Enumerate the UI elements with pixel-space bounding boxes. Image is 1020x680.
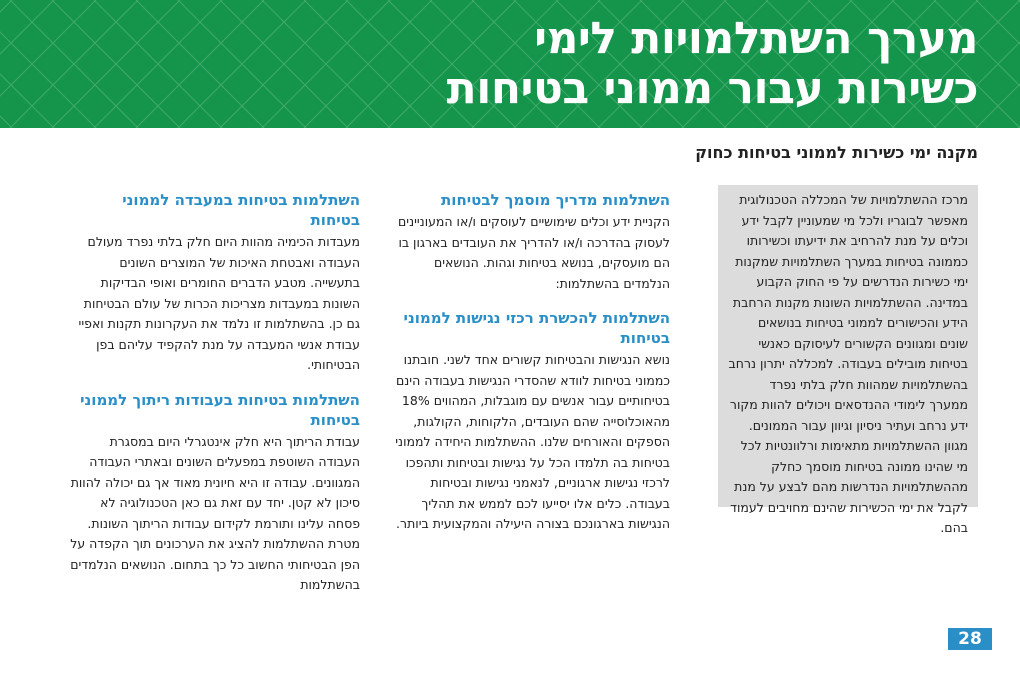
- section-title: השתלמות מדריך מוסמך לבטיחות: [441, 191, 670, 209]
- section-body: מעבדות הכימיה מהוות היום חלק בלתי נפרד מעולם העבודה ואבטחת האיכות של המוצרים השונים בתעשייה. מטבע הדברים החומרים ואופי הבדיקות השונות במעבדות מצריכות הכרות של עולם הבטיחות גם כן. בהשתלמות זו נלמד את העקרונות תקנות ואפיי עבודת אנשי המעבדה על מנת להקפיד עליהם בפן הבטיחותי.: [78, 234, 360, 372]
- page-title-line-2: כשירות עבור ממוני בטיחות: [446, 63, 978, 114]
- section-body: נושא הנגישות והבטיחות קשורים אחד לשני. חובתנו כממוני בטיחות לוודא שהסדרי הנגישות בעבודה הינם בטיחותיים עבור אנשים עם מוגבלות, המהווים 18% מהאוכלוסייה שהם העובדים, הלקוחות, הקולגות, הספקים והאורחים שלנו. ההשתלמות היחידה לממוני בטיחות בה תלמדו הכל על נגישות ובטיחות ותהפכו לרכזי נגישות ארגוניים, לנאמני נגישות ובטיחות בעבודה. כלים אלו יסייעו לכם לממש את תהליך הנגישות בארגונכם בצורה היעילה והמקצועית ביותר.: [395, 352, 670, 531]
- page-number: 28: [948, 628, 992, 650]
- page-subtitle: מקנה ימי כשירות לממוני בטיחות כחוק: [695, 143, 978, 162]
- section-accessibility: [388, 308, 670, 535]
- section-title: השתלמות בטיחות בעבודות ריתוך לממוני בטיחות: [80, 390, 360, 429]
- section-title: השתלמות בטיחות במעבדה לממוני בטיחות: [122, 191, 360, 229]
- section-lab-safety: [70, 190, 360, 376]
- page-title-line-1: מערך השתלמויות לימי: [534, 13, 978, 64]
- section-body: הקניית ידע וכלים שימושיים לעוסקים ו/או המעוניינים לעסוק בהדרכה ו/או להדריך את העובדים בארגון בו הם מועסקים, בנושא בטיחות וגהות. הנושאים הנלמדים בהשתלמות:: [398, 214, 670, 291]
- section-body: עבודת הריתוך היא חלק אינטגרלי היום במסגרת העבודה השוטפת במפעלים השונים ובאתרי העבודה המגוונים. עבודה זו היא חיונית מאוד אך גם יכולה להוות סיכון לא קטן. יחד עם זאת גם כאן הטכנולוגיה לא פסחה עלינו ותורמת לקידום עבודות הריתוך השונות. מטרת ההשתלמות להציג את הערכונים תוך הקפדה על הפן הבטיחותי החשוב כל כך בתחום. הנושאים הנלמדים בהשתלמות: [70, 433, 360, 592]
- page-title: [447, 14, 978, 114]
- column-left: [70, 190, 360, 610]
- section-title: השתלמות להכשרת רכזי נגישות לממוני בטיחות: [403, 309, 670, 347]
- intro-box: [718, 185, 978, 535]
- intro-text: מרכז ההשתלמויות של המכללה הטכנולוגית מאפשר לבוגריו ולכל מי שמעוניין לקבל ידע וכלים על מנת להרחיב את ידיעתו וכשירותו כממונה בטיחות במערך השתלמויות שמקנות ימי כשירות הנדרשים על פי החוק הקבוע במדינה. ההשתלמויות השונות מקנות הרחבת הידע והכישורים לממוני בטיחות בנושאים שונים ומגוונים הקשורים לעיסוקם כאנשי בטיחות מובילים בעבודה. למכללה יתרון נרחב בהשתלמויות שמהוות חלק בלתי נפרד ממערך לימודי ההנדסאים ויכולים להוות מקור ידע נרחב ועתיר ניסיון וגיוון עבור הממונים. מגוון ההשתלמויות מתאימות ורלוונטיות לכל מי שהינו ממונה בטיחות מוסמך כחלק מההשתלמויות הנדרשות מהם לבצע על מנת לקבל את ימי הכשירות שהינם מחויבים לעמוד בהם.: [728, 192, 968, 535]
- section-welding-safety: [70, 390, 360, 596]
- section-instructor: [388, 190, 670, 294]
- column-middle: [388, 190, 670, 549]
- header-banner: [0, 0, 1020, 128]
